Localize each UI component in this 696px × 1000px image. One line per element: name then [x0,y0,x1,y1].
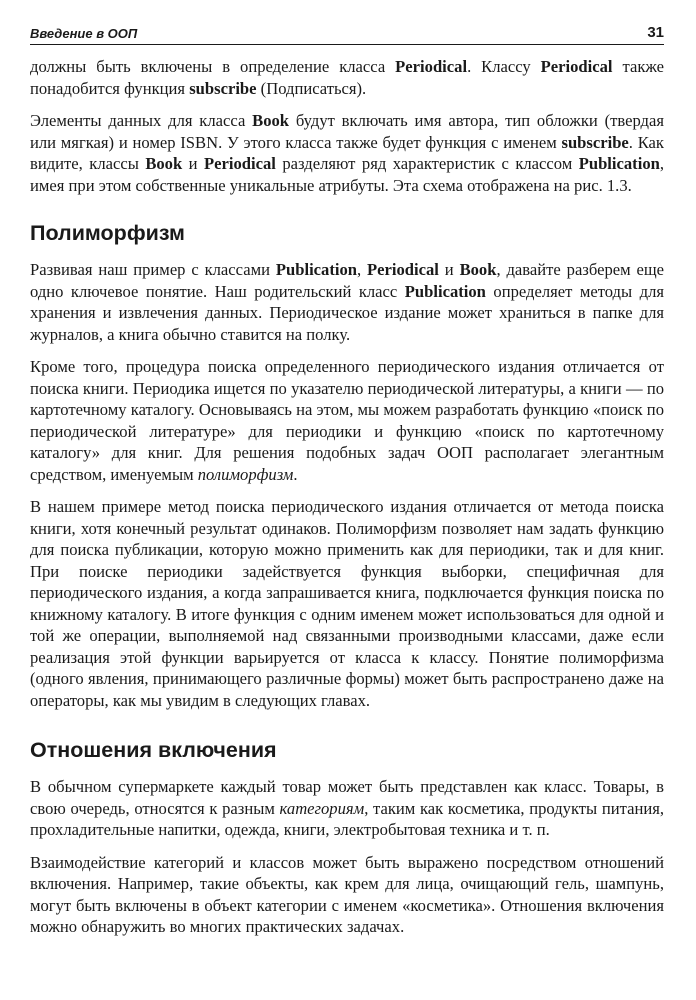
bold-term: Periodical [204,154,276,173]
text-run: должны быть включены в определение класса [30,57,396,76]
bold-term: Publication [404,281,486,301]
running-header-title: Введение в ООП [30,26,138,41]
paragraph [30,356,664,485]
section-heading-polymorphism: Полиморфизм [30,221,185,245]
text-run: , давайте разберем еще одно ключевое понятие. Наш родительский класс [30,260,664,301]
text-run: Элементы данных для класса [30,111,253,130]
page-number: 31 [647,24,664,41]
bold-term: Publication [578,154,660,173]
text-run: и [438,260,460,279]
paragraph [30,110,664,196]
text-run: В обычном супермаркете каждый товар может быть представлен как класс. Товары, в свою очередь, относятся к разным [30,777,664,818]
italic-term: категориям [279,798,365,818]
paragraph [30,852,664,938]
text-run: , таким как косметика, продукты питания, прохладительные напитки, одежда, книги, электробытовая техника и т. п. [30,798,664,839]
bold-term: Book [252,111,290,130]
running-header [30,22,664,45]
text-run: Кроме того, процедура поиска определенного периодического издания отличается от поиска книги. Периодика ищется по указателю периодической литературы, а книги — по картотечному каталогу. Основываясь на этом, мы можем разработать функцию «поиск по периодической литературе» для периодики и функцию «поиск по картотечному каталогу» для книг. Для решения подобных задач ООП располагает элегантным средством, именуемым [30,357,664,484]
text-run: . Классу [467,57,541,76]
text-run: определяет методы для хранения и извлечения данных. Периодическое издание может храниться в папке для журналов, а книга обычно ставится на полку. [30,281,664,344]
page-content [30,56,664,949]
text-run: . Как видите, классы [30,132,664,173]
bold-term: Periodical [367,260,439,279]
text-run: , имея при этом собственные уникальные атрибуты. Эта схема отображена на рис. 1.3. [30,154,664,195]
bold-term: Publication [275,260,357,279]
text-run: В нашем примере метод поиска периодического издания отличается от метода поиска книги, хотя конечный результат одинаков. Полиморфизм позволяет нам задать функцию для поиска публикации, которую можно применить как для периодики, так и для книг. При поиске периодики задействуется функция выборки, специфичная для периодического издания, а когда запрашивается книга, подключается функция поиска по книжному каталогу. В итоге функция с одним именем может использоваться для одной и той же операции, выполняемой над связанными производными классами, даже если реализация этой функции варьируется от класса к классу. Понятие полиморфизма (одного явления, принимающего различные формы) может быть распространено даже на операторы, как мы увидим в следующих главах. [30,497,664,710]
text-run: Взаимодействие категорий и классов может быть выражено посредством отношений включения. Например, такие объекты, как крем для лица, очищающий гель, шампунь, могут быть включены в объект категории с именем «косметика». Отношения включения можно обнаружить во многих практических задачах. [30,852,664,936]
text-run: , [357,260,368,279]
paragraph [30,496,664,711]
bold-term: Periodical [395,57,468,76]
text-run: и [182,154,205,173]
bold-term: Book [459,260,497,279]
bold-term: Periodical [540,57,613,76]
text-run: . [293,464,298,484]
paragraph [30,259,664,345]
text-run: разделяют ряд характеристик с классом [275,154,579,173]
paragraph [30,776,664,841]
text-run: также понадобится функция [30,57,664,98]
bold-term: Book [145,154,183,173]
text-run: будут включать имя автора, тип обложки (твердая или мягкая) и номер ISBN. У этого класса также будет функция с именем [30,111,664,152]
bold-term: subscribe [561,132,629,152]
paragraph [30,56,664,99]
text-run: (Подписаться). [256,78,367,98]
text-run: Развивая наш пример с классами [30,260,276,279]
section-heading-inclusion: Отношения включения [30,738,277,762]
italic-term: полиморфизм [197,464,294,484]
bold-term: subscribe [189,78,257,98]
